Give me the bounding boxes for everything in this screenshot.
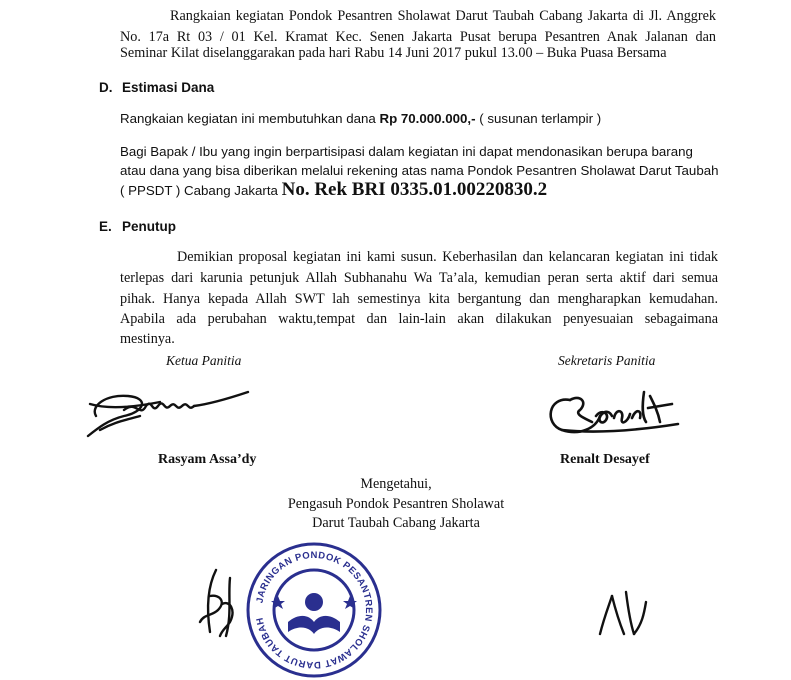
left-signatory-role: Ketua Panitia <box>166 353 242 368</box>
intro-line-2: No. 17a Rt 03 / 01 Kel. Kramat Kec. Senen Jakarta Pusat berupa Pesantren Anak Jalanan dan <box>120 28 716 45</box>
closing-line-5: mestinya. <box>120 331 175 347</box>
bank-account-number: No. Rek BRI 0335.01.00220830.2 <box>281 179 548 200</box>
donation-line-3 <box>120 180 547 202</box>
right-signature <box>540 382 690 447</box>
closing-line-2: terlepas dari karunia petunjuk Allah Subhanahu Wa Ta’ala, kemudian peran serta aktif dari semua <box>120 270 718 286</box>
budget-prefix: Rangkaian kegiatan ini membutuhkan dana <box>120 111 380 126</box>
approval-line-1: Mengetahui, <box>360 476 432 492</box>
closing-line-4: Apabila ada perubahan waktu,tempat dan lain-lain akan dilakukan penyesuaian sebagaimana <box>120 311 718 327</box>
left-signatory-name: Rasyam Assa’dy <box>158 452 257 467</box>
budget-suffix: ( susunan terlampir ) <box>475 111 602 126</box>
intro-line-1: Rangkaian kegiatan Pondok Pesantren Sholawat Darut Taubah Cabang Jakarta di Jl. Anggrek <box>170 8 716 24</box>
stamp-ring-text: JARINGAN PONDOK PESANTREN SHOLAWAT DARUT TAUBAH <box>254 549 375 671</box>
donation-line-2: atau dana yang bisa diberikan melalui rekening atas nama Pondok Pesantren Sholawat Darut Taubah <box>120 163 719 178</box>
approver-signature-left <box>196 566 256 636</box>
budget-line <box>120 109 601 130</box>
approver-signature-right <box>590 588 670 638</box>
donation-line-1: Bagi Bapak / Ibu yang ingin berpartisipasi dalam kegiatan ini dapat mendonasikan berupa barang <box>120 144 693 159</box>
section-d-title: Estimasi Dana <box>122 80 215 95</box>
institution-stamp <box>244 540 384 680</box>
intro-line-3: Seminar Kilat diselanggarakan pada hari Rabu 14 Juni 2017 pukul 13.00 – Buka Puasa Bersama <box>120 45 667 61</box>
right-signatory-role: Sekretaris Panitia <box>558 353 656 368</box>
approval-line-3: Darut Taubah Cabang Jakarta <box>312 515 480 531</box>
section-e-marker: E. <box>99 219 112 234</box>
section-e-title: Penutup <box>122 219 176 234</box>
left-signature <box>80 376 250 446</box>
closing-line-1: Demikian proposal kegiatan ini kami susun. Keberhasilan dan kelancaran kegiatan ini tidak <box>177 249 718 265</box>
right-signatory-name: Renalt Desayef <box>560 452 650 467</box>
budget-amount: Rp 70.000.000,- <box>379 111 476 126</box>
approval-line-2: Pengasuh Pondok Pesantren Sholawat <box>287 495 505 512</box>
closing-line-3: pihak. Hanya kepada Allah SWT lah semestinya kita bergantung dan mengharapkan kemudahan. <box>120 290 718 307</box>
donation-line-3-prefix: ( PPSDT ) Cabang Jakarta <box>120 183 282 198</box>
section-d-marker: D. <box>99 80 113 95</box>
